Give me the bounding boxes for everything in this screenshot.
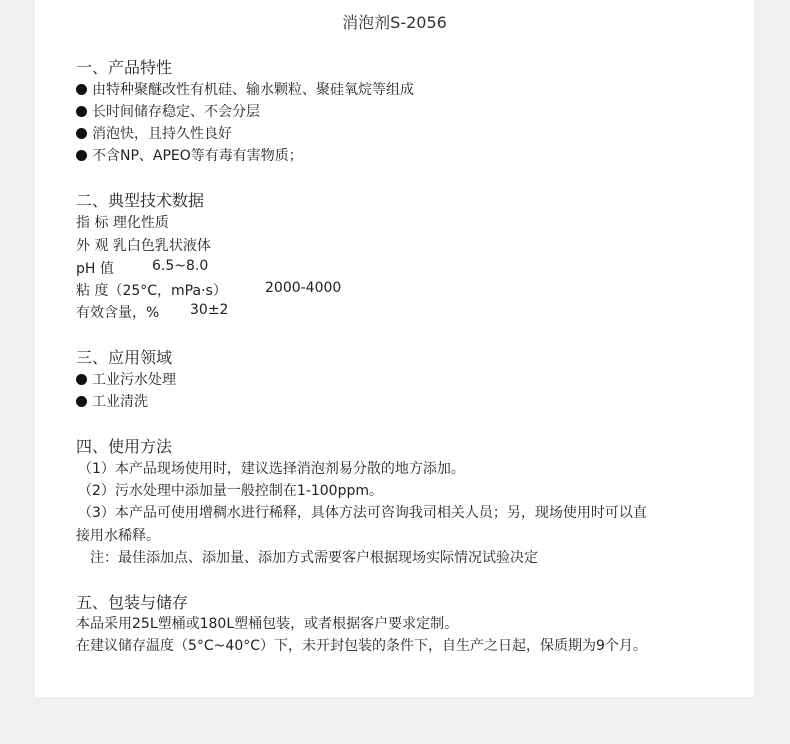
- document-card: [35, 0, 754, 697]
- data-row-label: pH 值: [76, 261, 114, 277]
- document-title: 消泡剂S-2056: [342, 13, 447, 32]
- bullet-icon: [76, 396, 87, 407]
- data-row: 指 标 理化性质: [76, 215, 169, 231]
- bullet-icon: [76, 84, 87, 95]
- usage-item: （2）污水处理中添加量一般控制在1-100ppm。: [78, 483, 383, 499]
- data-row-label: 粘 度（25°C，mPa·s）: [76, 283, 227, 299]
- usage-item: （1）本产品现场使用时，建议选择消泡剂易分散的地方添加。: [78, 461, 465, 477]
- bullet-icon: [76, 150, 87, 161]
- section-heading-applications: 三、应用领域: [76, 348, 173, 367]
- data-row-value: 30±2: [190, 302, 229, 318]
- list-item: 不含NP、APEO等有毒有害物质；: [76, 145, 303, 165]
- section-heading-features: 一、产品特性: [76, 58, 173, 77]
- usage-item: （3）本产品可使用增稠水进行稀释，具体方法可咨询我司相关人员；另，现场使用时可以直: [78, 505, 647, 521]
- list-item: 工业清洗: [76, 391, 148, 411]
- section-heading-technical-data: 二、典型技术数据: [76, 191, 205, 210]
- usage-note: 注：最佳添加点、添加量、添加方式需要客户根据现场实际情况试验决定: [90, 550, 538, 566]
- section-heading-usage: 四、使用方法: [76, 437, 173, 456]
- list-item: 工业污水处理: [76, 369, 176, 389]
- bullet-icon: [76, 374, 87, 385]
- bullet-icon: [76, 128, 87, 139]
- section-heading-packaging: 五、包装与储存: [76, 593, 189, 612]
- list-item: 消泡快，且持久性良好: [76, 123, 232, 143]
- bullet-icon: [76, 106, 87, 117]
- data-row-value: 2000-4000: [265, 280, 342, 296]
- data-row-value: 6.5~8.0: [152, 258, 209, 274]
- data-row: 外 观 乳白色乳状液体: [76, 238, 211, 254]
- list-item: 由特种聚醚改性有机硅、输水颗粒、聚硅氧烷等组成: [76, 79, 414, 99]
- packaging-line: 在建议储存温度（5°C~40°C）下，未开封包装的条件下，自生产之日起，保质期为9个月。: [76, 638, 647, 654]
- data-row-label: 有效含量，%: [76, 305, 160, 321]
- packaging-line: 本品采用25L塑桶或180L塑桶包装，或者根据客户要求定制。: [76, 616, 459, 632]
- usage-item: 接用水稀释。: [76, 528, 160, 544]
- list-item: 长时间储存稳定、不会分层: [76, 101, 260, 121]
